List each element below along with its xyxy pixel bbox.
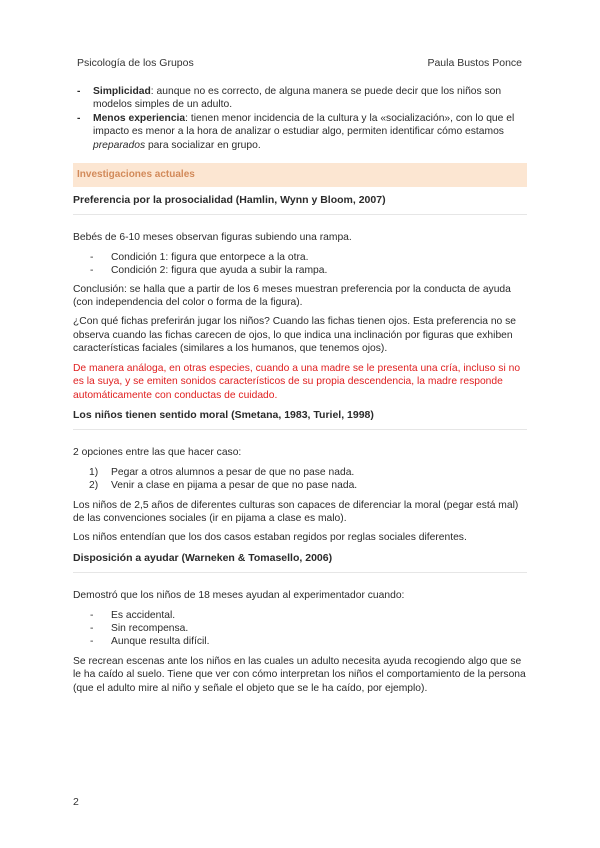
paragraph: Los niños de 2,5 años de diferentes culturas son capaces de diferenciar la moral (pegar está mal) de las convenciones sociales (ir en pijama a clase es malo). [73,499,519,524]
heading-prosociality: Preferencia por la prosocialidad (Hamlin, Wynn y Bloom, 2007) [73,192,527,215]
paragraph: ¿Con qué fichas preferirán jugar los niños? Cuando las fichas tienen ojos. Esta preferencia no se observa cuando las fichas carecen de ojos, lo que indica una inclinación por figuras que exhiben características faciales (similares a los humanos, que tenemos ojos). [73,316,517,355]
list-item: - Menos experiencia: tienen menor incidencia de la cultura y la «socialización», con lo que el impacto es menor a la hora de analizar o estudiar algo, permiten identificar cómo estamos preparados para socializar en grupo. [73,112,527,152]
heading-help-disposition: Disposición a ayudar (Warneken & Tomasello, 2006) [73,550,527,573]
options-list [73,466,527,493]
list-item: - Condición 2: figura que ayuda a subir la rampa. [73,264,527,277]
list-item: - Simplicidad: aunque no es correcto, de alguna manera se puede decir que los niños son modelos simples de un adulto. [73,85,527,112]
paragraph: Conclusión: se halla que a partir de los 6 meses muestran preferencia por la conducta de ayuda (con independencia del color o forma de la figura). [73,283,511,309]
list-item: 1) Pegar a otros alumnos a pesar de que no pase nada. [89,466,355,478]
highlight-paragraph: De manera análoga, en otras especies, cuando a una madre se le presenta una cría, incluso si no es la suya, y se emiten sonidos característicos de su propia descendencia, la madre responde automáticamente con conductas de cuidado. [73,362,521,401]
top-bullet-list [73,85,527,152]
list-item: - Condición 1: figura que entorpece a la otra. [73,251,527,264]
page-number: 2 [73,796,79,808]
term: Menos experiencia [93,112,186,124]
list-item: - Sin recompensa. [73,622,527,635]
list-item: - Es accidental. [73,609,527,622]
header-author: Paula Bustos Ponce [427,57,522,69]
paragraph: Se recrean escenas ante los niños en las cuales un adulto necesita ayuda recogiendo algo que se le ha caído al suelo. Tiene que ver con cómo interpretan los niños el comportamiento de la persona (que el adulto mire al niño y señale el objeto que se le ha caído, por ejemplo). [73,655,526,694]
heading-moral-sense: Los niños tienen sentido moral (Smetana, 1983, Turiel, 1998) [73,407,527,430]
term: Simplicidad [93,86,151,97]
paragraph: 2 opciones entre las que hacer caso: [73,447,242,459]
list-item: 2) Venir a clase en pijama a pesar de que no pase nada. [89,480,358,492]
list-item: - Aunque resulta difícil. [73,635,527,648]
conditions-list [73,609,527,649]
header-course-title: Psicología de los Grupos [77,57,194,69]
paragraph: Demostró que los niños de 18 meses ayudan al experimentador cuando: [73,590,405,602]
condition-list [73,251,527,278]
paragraph: Los niños entendían que los dos casos estaban regidos por reglas sociales diferentes. [73,532,467,544]
document-body [73,85,527,695]
paragraph: Bebés de 6-10 meses observan figuras subiendo una rampa. [73,232,352,244]
section-title: Investigaciones actuales [73,163,527,187]
